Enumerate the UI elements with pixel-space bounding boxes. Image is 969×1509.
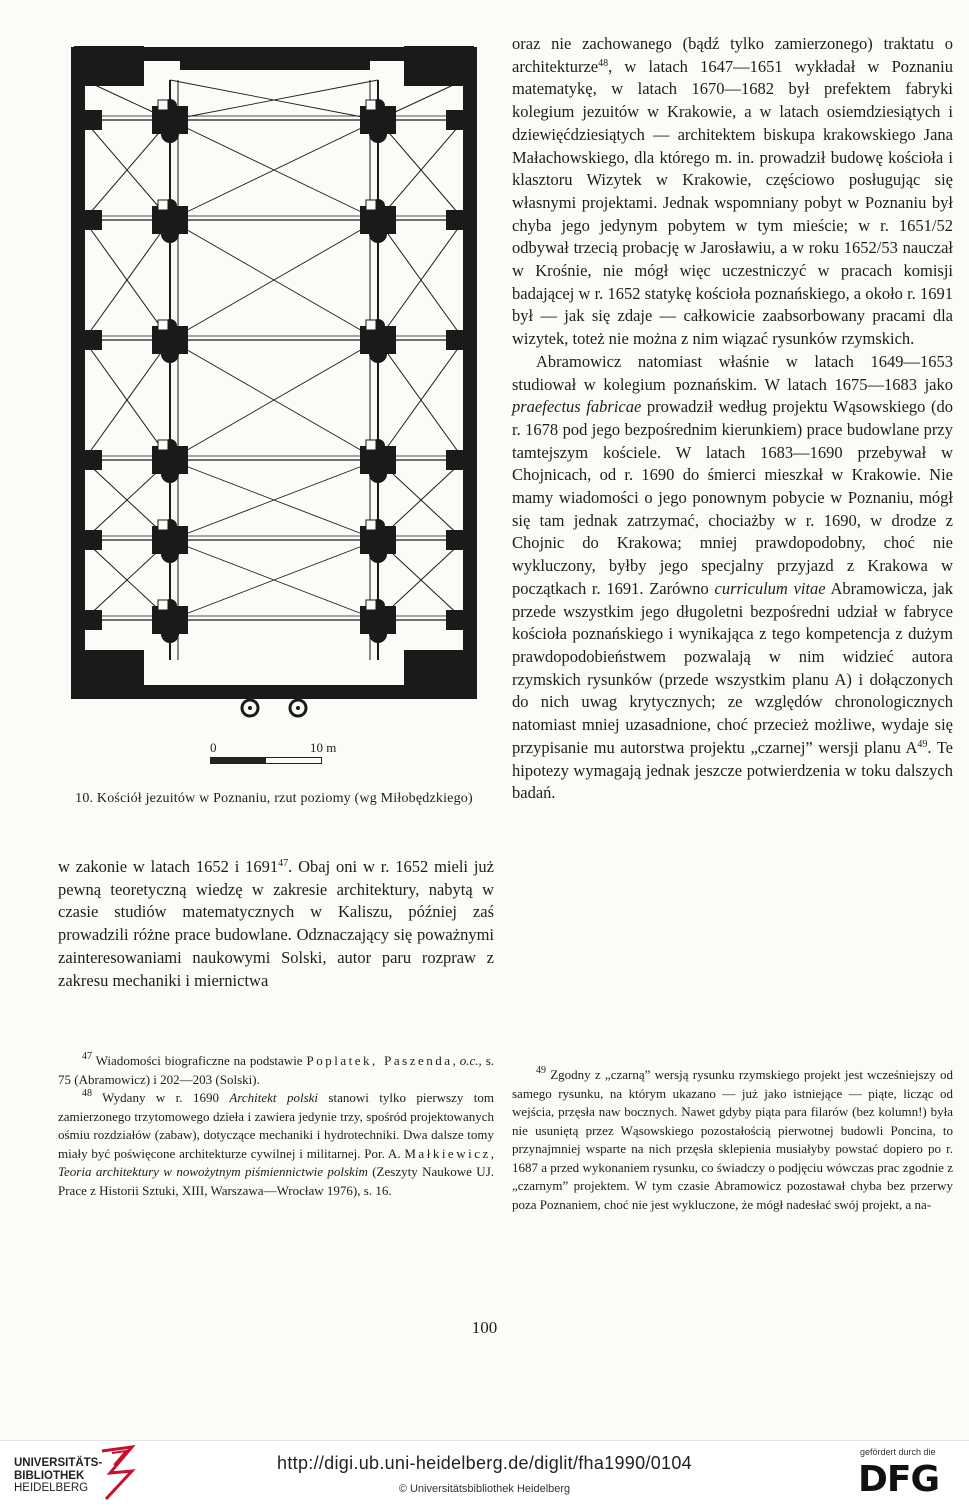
- footnote-ref-49[interactable]: 49: [917, 738, 928, 750]
- footnote-ref-47[interactable]: 47: [278, 858, 289, 869]
- scale-bar-graphic: [210, 757, 322, 764]
- copyright-notice: © Universitätsbibliothek Heidelberg: [398, 1483, 571, 1495]
- footnote-48: $^{48}$ Wydany w r. 1690 Architekt polski stanowi tylko pierwszy tom zamierzonego trzytomowego dzieła i zawiera jedynie trzy, spośród projektowanych ośmiu rozdziałów (zabaw), dotyczące mechaniki i hydrotechniki. Dwa dalsze tomy miały być poświęcone architekturze cywilnej i militarnej. Por. A. Małkiewicz, Teoria architektury w nowożytnym piśmiennictwie polskim (Zeszyty Naukowe UJ. Prace z Historii Sztuki, XIII, Warszawa—Wrocław 1976), s. 16.: [58, 1088, 495, 1198]
- permalink-url[interactable]: http://digi.ub.uni-heidelberg.de/diglit/fha1990/0104: [277, 1453, 692, 1473]
- floor-plan-drawing: [70, 40, 478, 770]
- scale-start-label: 0: [210, 740, 217, 755]
- funding-note: gefördert durch die: [860, 1447, 936, 1457]
- scale-bar: [210, 740, 360, 770]
- footnotes-right: [512, 1066, 953, 1214]
- library-footer: [0, 1440, 969, 1509]
- library-name[interactable]: UNIVERSITÄTS- BIBLIOTHEK HEIDELBERG: [14, 1457, 103, 1494]
- footnote-47: $^{47}$ Wiadomości biograficzne na podstawie Poplatek, Paszenda, o.c., s. 75 (Abramowicz) i 202—203 (Solski).: [58, 1051, 494, 1087]
- floor-plan-figure: [70, 40, 478, 770]
- figure-caption: 10. Kościół jezuitów w Poznaniu, rzut poziomy (wg Miłobędzkiego): [75, 791, 473, 806]
- footnotes-left: [58, 1052, 494, 1200]
- page-number: 100: [471, 1318, 498, 1337]
- dfg-logo[interactable]: DFG: [858, 1459, 940, 1500]
- footnote-ref-48[interactable]: 48: [598, 57, 609, 69]
- right-text-column: [512, 33, 953, 805]
- paragraph-1: oraz nie zachowanego (bądź tylko zamierzonego) traktatu o architekturze$^{48}$, w latach 1647—1651 wykładał w Poznaniu matematykę, w latach 1670—1682 był prefektem fabryki kolegium jezuitów w Krakowie, a w latach osiemdziesiątych i dziewięćdziesiątych — architektem biskupa krakowskiego Jana Małachowskiego, dla którego m. in. prowadził budowę kościoła i klasztoru Wizytek w Krakowie, częściowo posługując się własnymi projektami. Jednak wspomniany pobyt w Poznaniu był chyba jego jedynym pobytem w tym mieście; w r. 1651/52 odbywał trzecią probację w Jarosławiu, a w roku 1652/53 nauczał w Krośnie, nie mógł więc uczestniczyć w pracach komisji badającej w r. 1652 statykę kościoła poznańskiego, a około r. 1691 był — jak się zdaje — całkowicie zaabsorbowany pracami dla wizytek, toteż nie można z nim wiązać rysunków rzymskich.: [512, 34, 953, 349]
- footnote-49: $^{49}$ Zgodny z „czarną” wersją rysunku rzymskiego projekt jest wcześniejszy od samego rysunku, na którym ukazano — już jako istniejące — piąte, licząc od wejścia, przęsła naw bocznych. Nawet gdyby piąta para filarów (bez kolumn!) była nie usuniętą przez Wąsowskiego pozostałością pierwotnej budowli Poncina, to przynajmniej wsparte na nich przęsła sklepienia musiałyby powstać dopiero po r. 1687 a przed wykonaniem rysunku, co świadczy o podjęciu wówczas prac zgodnie z „czarnym” projektem. W tym czasie Abramowicz pozostawał chyba bez przerwy poza Poznaniem, choć nie jest wykluczone, że mógł nadesłać swój projekt, a na-: [512, 1065, 953, 1212]
- left-text-column: [58, 856, 494, 992]
- paragraph-left: w zakonie w latach 1652 i 1691$^{47}$. Obaj oni w r. 1652 mieli już pewną teoretyczną wiedzę w zakresie architektury, nabytą w czasie studiów matematycznych w Kaliszu, później zaś prowadzili różne prace budowlane. Odznaczający się poważnymi zainteresowaniami naukowymi Solski, autor paru rozpraw z zakresu mechaniki i miernictwa: [58, 857, 495, 990]
- scale-end-label: 10 m: [310, 740, 337, 755]
- paragraph-2: Abramowicz natomiast właśnie w latach 1649—1653 studiował w kolegium poznańskim. W latach 1675—1683 jako praefectus fabricae prowadził według projektu Wąsowskiego (do r. 1678 pod jego bezpośrednim kierunkiem) prace budowlane przy tamtejszym kościele. W latach 1683—1690 przebywał w Chojnicach, od r. 1690 do śmierci mieszkał w Krakowie. Nie mamy wiadomości o jego ponownym pobycie w Poznaniu, mógł się tam jednak zatrzymać, chociażby w r. 1690, w drodze z Chojnic do Krakowa; mniej prawdopodobny, choć nie wykluczony, byłby jego specjalny przyjazd z Krakowa w początkach r. 1691. Zarówno curriculum vitae Abramowicza, jak przede wszystkim jego długoletni bezpośredni udział w fabryce kościoła poznańskiego i wynikająca z tego kompetencja z dużym prawdopodobieństwem pozwalają w nim widzieć autora rzymskich rysunków (przede wszystkim planu A) i dołączonych do nich uwag krytycznych; ze względów chronologicznych natomiast mniej uzasadnione, choć przecież możliwe, wydaje się przypisanie mu autorstwa projektu „czarnej” wersji planu $A^{49}$. Te hipotezy wymagają jednak jeszcze potwierdzenia w toku dalszych badań.: [512, 351, 954, 803]
